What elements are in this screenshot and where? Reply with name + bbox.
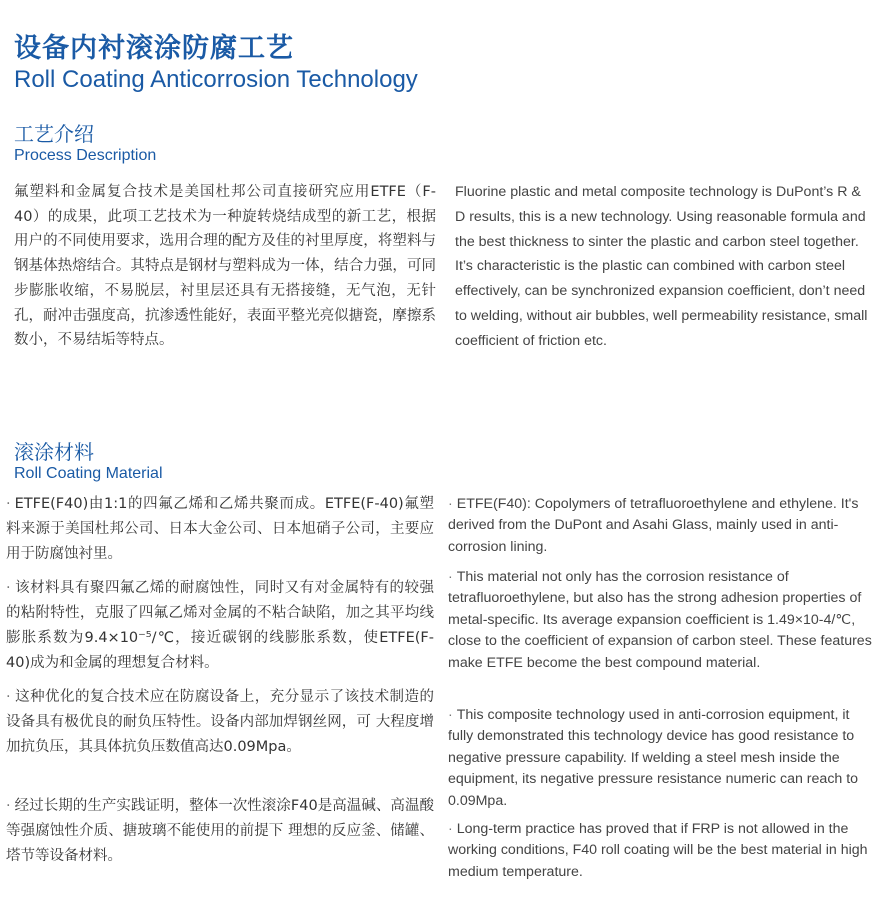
page-title-en: Roll Coating Anticorrosion Technology — [14, 66, 418, 93]
process-description-en: Fluorine plastic and metal composite technology is DuPont’s R & D results, this is a new technology. Using reasonable formula and the best thickness to sinter the plastic and carbon steel together. It’s characteristic is the plastic can combined with carbon steel effectively, can be synchronized expansion coefficient, don’t need to welding, without air bubbles, well permeability resistance, small coefficient of friction etc. — [455, 184, 868, 349]
material-item-cn — [6, 492, 434, 567]
material-item-cn — [6, 794, 434, 869]
process-heading-en: Process Description — [14, 147, 157, 164]
material-item-en — [448, 567, 876, 674]
bullet-mark: · — [448, 496, 453, 512]
material-heading-en: Roll Coating Material — [14, 465, 163, 482]
process-heading-cn: 工艺介绍 — [14, 122, 94, 146]
bullet-mark: · — [6, 798, 11, 814]
material-item-text-en: This composite technology used in anti-corrosion equipment, it fully demonstrated this technology device has good resistance to negative pressure capability. If welding a steel mesh inside the equipment, its negative pressure resistance numeric can reach to 0.09Mpa. — [448, 707, 859, 809]
bullet-mark: · — [448, 707, 453, 723]
bullet-mark: · — [6, 496, 11, 512]
material-item-en — [448, 494, 876, 558]
material-item-text-cn: 该材料具有聚四氟乙烯的耐腐蚀性，同时又有对金属特有的较强的粘附特性，克服了四氟乙烯对金属的不粘合缺陷，加之其平均线膨胀系数为9.4×10⁻⁵/℃，接近碳钢的线膨胀系数，使ETFE(F-40)成为和金属的理想复合材料。 — [6, 580, 434, 671]
material-item-text-cn: 经过长期的生产实践证明，整体一次性滚涂F40是高温碱、高温酸等强腐蚀性介质、搪玻璃不能使用的前提下 理想的反应釜、储罐、塔节等设备材料。 — [6, 798, 434, 864]
material-item-en — [448, 705, 876, 812]
bullet-mark: · — [6, 580, 11, 596]
material-heading-cn: 滚涂材料 — [14, 440, 94, 464]
bullet-mark: · — [448, 821, 453, 837]
material-item-text-cn: ETFE(F40)由1:1的四氟乙烯和乙烯共聚而成。ETFE(F-40)氟塑料来源于美国杜邦公司、日本大金公司、日本旭硝子公司，主要应用于防腐蚀衬里。 — [6, 496, 434, 562]
material-item-text-en: Long-term practice has proved that if FRP is not allowed in the working conditions, F40 roll coating will be the best material in high medium temperature. — [448, 821, 868, 880]
material-item-text-cn: 这种优化的复合技术应在防腐设备上，充分显示了该技术制造的设备具有极优良的耐负压特性。设备内部加焊钢丝网，可 大程度增加抗负压，其具体抗负压数值高达0.09Mpa。 — [6, 689, 434, 755]
material-item-cn — [6, 576, 434, 676]
material-item-cn — [6, 685, 434, 760]
material-item-en — [448, 819, 876, 883]
bullet-mark: · — [6, 689, 11, 705]
page-title-cn: 设备内衬滚涂防腐工艺 — [14, 33, 294, 64]
bullet-mark: · — [448, 569, 453, 585]
material-item-text-en: ETFE(F40): Copolymers of tetrafluoroethylene and ethylene. It's derived from the DuPont and Asahi Glass, mainly used in anti-corrosion lining. — [448, 496, 859, 555]
process-description-cn: 氟塑料和金属复合技术是美国杜邦公司直接研究应用ETFE（F-40）的成果，此项工艺技术为一种旋转烧结成型的新工艺，根据用户的不同使用要求，选用合理的配方及佳的衬里厚度，将塑料与钢基体热熔结合。其特点是钢材与塑料成为一体，结合力强，可同步膨胀收缩，不易脱层，衬里层还具有无搭接缝，无气泡，无针孔，耐冲击强度高，抗渗透性能好，表面平整光亮似搪瓷，摩擦系数小，不易结垢等特点。 — [14, 184, 436, 349]
material-item-text-en: This material not only has the corrosion resistance of tetrafluoroethylene, but also has the strong adhesion properties of metal-specific. Its average expansion coefficient is 1.49×10-4/℃, close to the coefficient of expansion of carbon steel. These features make ETFE become the best compound material. — [448, 569, 872, 671]
